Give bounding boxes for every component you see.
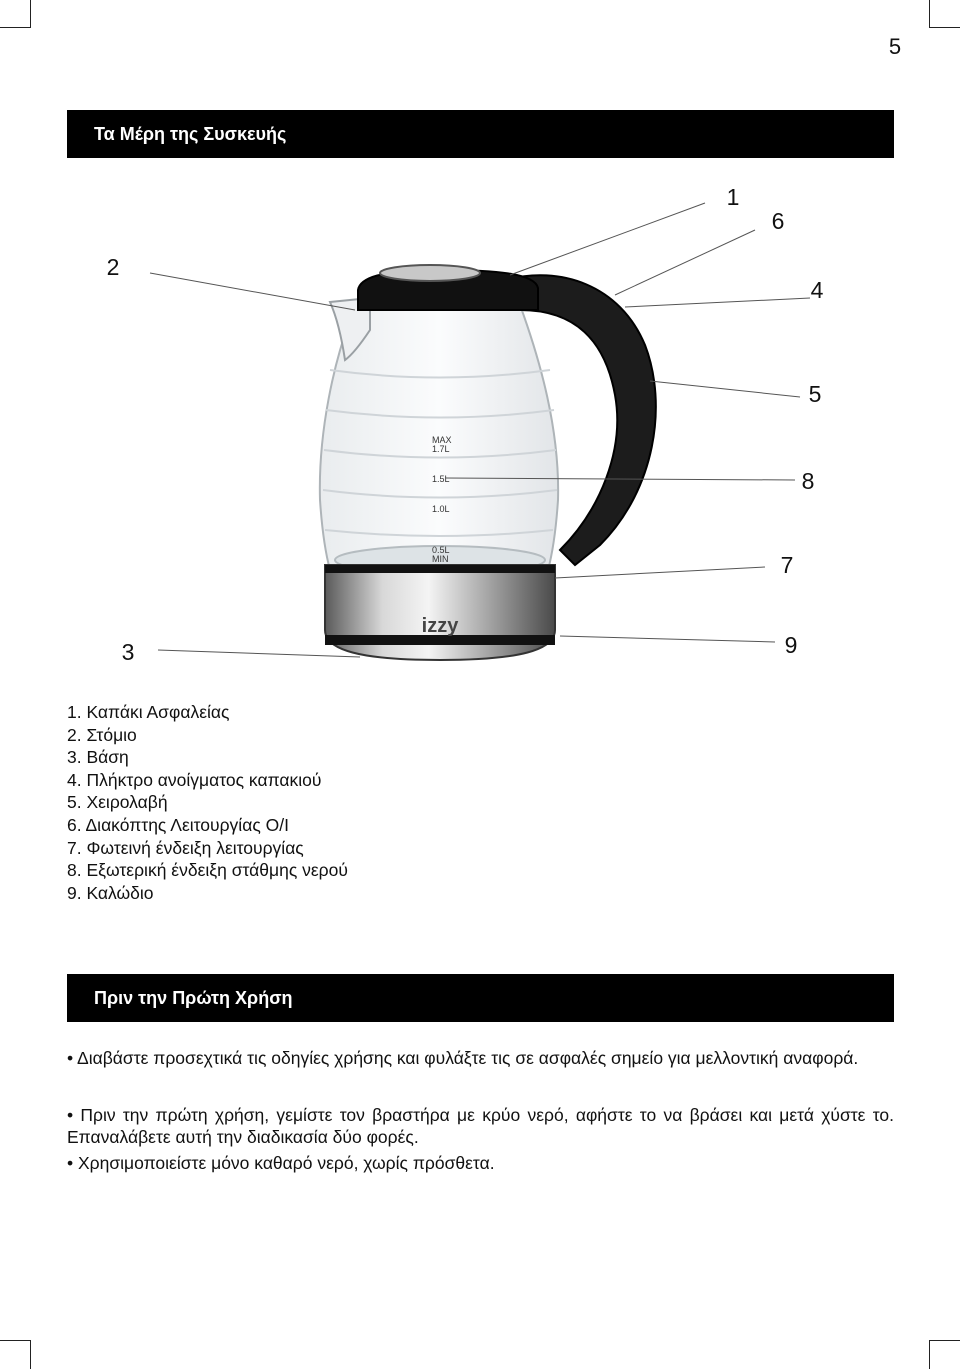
callout-9: 9 [784, 632, 798, 658]
callout-4: 4 [810, 277, 824, 303]
parts-list-item: 9. Καλώδιο [67, 882, 154, 903]
crop-mark-top-right-h [929, 27, 960, 28]
brand-logo: izzy [421, 615, 459, 637]
section-title-first-use: Πριν την Πρώτη Χρήση [94, 988, 293, 1008]
section-header-first-use [67, 974, 894, 1022]
crop-mark-bottom-right-h [929, 1340, 960, 1341]
callout-7: 7 [780, 552, 794, 578]
callout-2: 2 [106, 254, 120, 280]
scale-mark-max: MAX [432, 435, 452, 445]
callout-1: 1 [726, 184, 740, 210]
page-number: 5 [888, 34, 902, 59]
instruction-first-boil: • Πριν την πρώτη χρήση, γεμίστε τον βραστήρα με κρύο νερό, αφήστε το να βράσει και μετά χύστε το. Επαναλάβετε αυτή την διαδικασία δύο φορές. [67, 1105, 894, 1147]
section-title-parts: Τα Μέρη της Συσκευής [94, 124, 287, 144]
scale-mark-1-0: 1.0L [432, 504, 450, 514]
steel-base [325, 565, 555, 660]
crop-mark-top-left-h [0, 27, 31, 28]
parts-list-item: 2. Στόμιο [67, 724, 137, 745]
parts-list-item: 7. Φωτεινή ένδειξη λειτουργίας [67, 837, 304, 858]
scale-mark-0-5: 0.5L [432, 545, 450, 555]
parts-list-item: 8. Εξωτερική ένδειξη στάθμης νερού [67, 860, 348, 881]
crop-mark-bottom-right [929, 1340, 930, 1369]
callout-5: 5 [808, 381, 822, 407]
callout-3: 3 [121, 639, 135, 665]
kettle-illustration [0, 170, 960, 690]
crop-mark-top-right [929, 0, 930, 27]
section-header-parts [67, 110, 894, 158]
parts-list-item: 5. Χειρολαβή [67, 792, 168, 813]
callout-6: 6 [771, 208, 785, 234]
lid-button [380, 265, 480, 281]
scale-mark-1-7: 1.7L [432, 444, 450, 454]
crop-mark-bottom-left [30, 1340, 31, 1369]
parts-list-item: 3. Βάση [67, 747, 129, 768]
scale-mark-min: MIN [432, 554, 449, 564]
parts-list [67, 701, 348, 904]
callout-8: 8 [801, 468, 815, 494]
instruction-read-manual: • Διαβάστε προσεχτικά τις οδηγίες χρήσης και φυλάξτε τις σε ασφαλές σημείο για μελλοντική αναφορά. [67, 1048, 859, 1068]
parts-list-item: 1. Καπάκι Ασφαλείας [67, 702, 230, 722]
parts-list-item: 6. Διακόπτης Λειτουργίας O/I [67, 814, 289, 835]
scale-mark-1-5: 1.5L [432, 474, 450, 484]
crop-mark-bottom-left-h [0, 1340, 31, 1341]
instruction-clean-water: • Χρησιμοποιείστε μόνο καθαρό νερό, χωρίς πρόσθετα. [67, 1153, 495, 1173]
kettle-diagram [0, 170, 960, 690]
crop-mark-top-left [30, 0, 31, 27]
parts-list-item: 4. Πλήκτρο ανοίγματος καπακιού [67, 769, 322, 790]
